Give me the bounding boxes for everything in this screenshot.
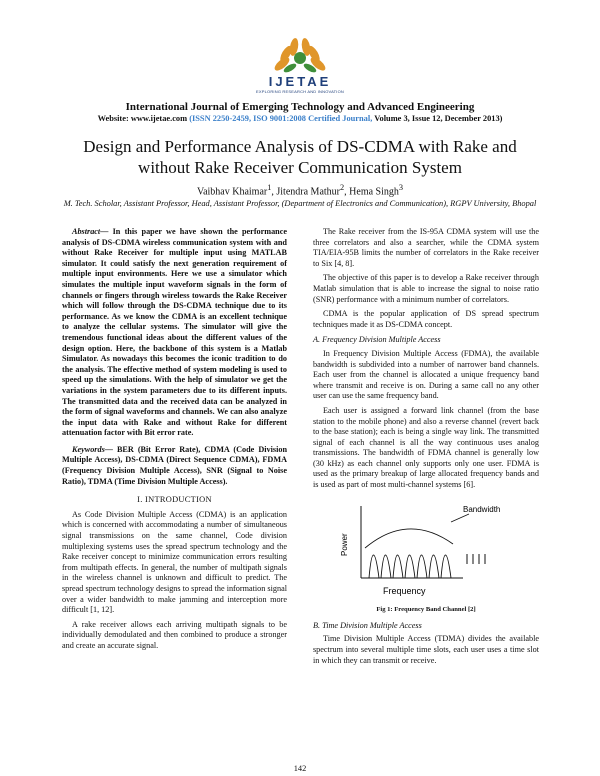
- keywords-label: Keywords—: [72, 444, 113, 454]
- paper-title: [30, 136, 570, 178]
- subsection-tdma: B. Time Division Multiple Access: [313, 620, 422, 630]
- bandwidth-curve: [365, 529, 453, 548]
- abstract-text: In this paper we have shown the performance analysis of DS-CDMA wireless communication system with and without Rake Receiver for multiple input using MATLAB simulator. It could satisfy the next generation requirement of multiple input environments. Here we use a simulator which simulates the multiple input waveform signals in the form of channels or fingers through wireless towards the Rake Receiver which will follow through the DS-CDMA technique due to its performance. As we know the CDMA is an excellent technique to analyze the cellular systems. The simulator will give the tremendous functional ideas about the different values of the design option. Here, the backbone of this system is a Matlab Simulator. As nowadays this becomes the iconic tradition to do the analysis. The effective method of system modeling is used to speed up the simulations. With the help of simulator we get the variations in the system parameters due to its different inputs. The transmitted data and the received data can be analyzed in the form of signal waveforms and channels. We can also analyze the input data with Rake and without Rake for different attenuation factor with Bit error rate.: [62, 227, 288, 438]
- cdma-paragraph: CDMA is the popular application of DS spread spectrum techniques made it as DS-CDMA concept.: [313, 309, 539, 329]
- journal-name: International Journal of Emerging Technology and Advanced Engineering: [125, 101, 475, 113]
- keywords: [62, 445, 287, 487]
- figure-bandwidth-label: Bandwidth: [463, 504, 501, 514]
- keywords-text: BER (Bit Error Rate), CDMA (Code Division Multiple Access), DS-CDMA (Direct Sequence CDMA), FDMA (Frequency Division Multiple Access), SNR (Signal to Noise Ratio), TDMA (Time Division Multiple Access).: [62, 444, 287, 486]
- intro-paragraph-2: A rake receiver allows each arriving multipath signals to be individually demodulated and then combined to produce a stronger and create an accurate signal.: [62, 619, 287, 650]
- section-heading-introduction: I. INTRODUCTION: [137, 495, 212, 505]
- figure-tick-bars: [467, 554, 485, 564]
- author-2: Jitendra Mathur: [276, 186, 340, 198]
- page-number: 142: [293, 764, 307, 773]
- right-column: [313, 227, 539, 670]
- rake-paragraph: The Rake receiver from the IS-95A CDMA system will use the three correlators and also a searcher, while the CDMA system TIA/EIA-95B limits the number of correlators in the Rake receiver to Six [4, 8].: [313, 227, 539, 268]
- bandwidth-pointer: [451, 514, 469, 522]
- objective-paragraph: The objective of this paper is to develop a Rake receiver through Matlab simulation that is able to increase the signal to noise ratio (SNR) performance with a minimum number of correlators.: [313, 273, 539, 304]
- issn-info: (ISSN 2250-2459, ISO 9001:2008 Certified Journal,: [189, 114, 373, 123]
- frequency-band-figure: [313, 498, 539, 598]
- intro-paragraph-1: As Code Division Multiple Access (CDMA) is an application which is concerned with accommodating a number of simultaneous signal transmissions on the same channel, Code division multiplexing systems uses the spread spectrum technology and the Rake receiver concept to minimize communication errors resulting from multipath effects. In general, the number of multipath signals in the wireless channel is unknown and difficult to predict. The spread spectrum technology designs to spread the information signal over a wider bandwidth to make jamming and interception more difficult [1, 12].: [62, 509, 287, 615]
- figure-caption: Fig 1: Frequency Band Channel [2]: [376, 606, 476, 614]
- author-1: Vaibhav Khaimar: [196, 186, 268, 198]
- abstract: [62, 227, 287, 439]
- logo-text: IJETAE: [268, 74, 332, 89]
- author-2-sup: 2: [339, 183, 345, 192]
- volume-info: Volume 3, Issue 12, December 2013): [374, 114, 503, 123]
- affiliation: M. Tech. Scholar, Assistant Professor, Head, Assistant Professor, (Department of Electronics and Communication), RGPV University, Bhopal: [63, 199, 537, 208]
- website-link[interactable]: Website: www.ijetae.com: [97, 114, 188, 123]
- subsection-fdma: A. Frequency Division Multiple Access: [313, 335, 441, 345]
- channel-bands: [369, 555, 451, 578]
- figure-x-label: Frequency: [383, 585, 426, 596]
- journal-website-line: [0, 114, 600, 123]
- abstract-label: Abstract—: [72, 227, 109, 236]
- author-3-sup: 3: [398, 183, 404, 192]
- author-3: Hema Singh: [349, 186, 399, 198]
- title-line-2: without Rake Receiver Communication System: [138, 158, 462, 177]
- fdma-paragraph-1: In Frequency Division Multiple Access (FDMA), the available bandwidth is subdivided into a number of narrower band channels. Each user from the channel is allocated a unique frequency band where transmit and receive is on. During a same call no any other user can use the same frequency band.: [313, 348, 539, 401]
- tdma-paragraph: Time Division Multiple Access (TDMA) divides the available spectrum into several multiple time slots, each user uses a time slot in which they can transmit or receive.: [313, 634, 539, 665]
- left-column: [62, 227, 287, 656]
- logo-tagline: EXPLORING RESEARCH AND INNOVATION: [255, 89, 345, 94]
- author-1-sup: 1: [267, 183, 272, 192]
- author-list: Vaibhav Khaimar$^1$, Jitendra Mathur$^2$, Hema Singh$^3$: [196, 183, 404, 198]
- fdma-paragraph-2: Each user is assigned a forward link channel (from the base station to the mobile phone) and also a reverse channel (revert back to the base station); each is being a single way link. The transmitted signal of each channel is all the way continuous uses analog transmissions. The bandwidth of FDMA channel is generally low (30 kHz) as each channel only supports only one user. FDMA is used as the primary breakup of large allocated frequency bands and is used as part of most multi-channel systems [6].: [313, 405, 539, 490]
- figure-y-label: Power: [340, 532, 349, 556]
- title-line-1: Design and Performance Analysis of DS-CDMA with Rake and: [83, 137, 517, 156]
